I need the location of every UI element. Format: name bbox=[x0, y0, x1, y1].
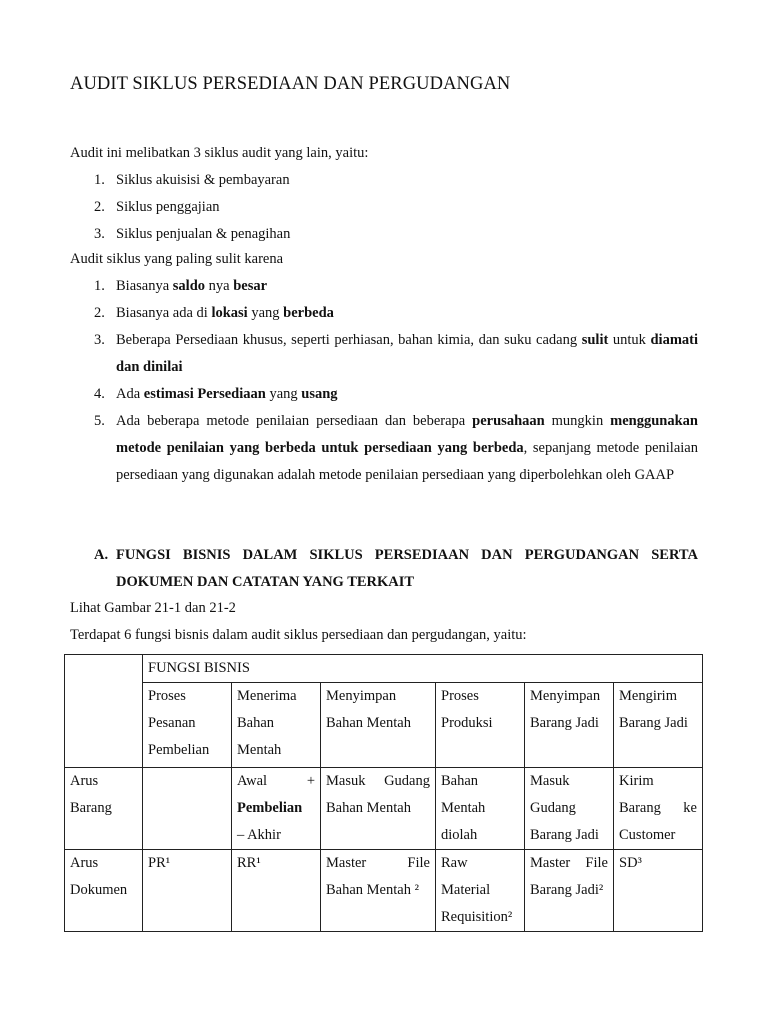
list-number: 4. bbox=[94, 386, 105, 402]
figure-reference: Lihat Gambar 21-1 dan 21-2 bbox=[70, 600, 236, 616]
difficulty-paragraph: Audit siklus yang paling sulit karena bbox=[70, 251, 284, 267]
table-cell: PR¹ bbox=[143, 850, 232, 932]
bold-text: menggunakan metode penilaian yang berbeda untuk persediaan yang berbeda bbox=[116, 413, 698, 456]
column-header: Proses Produksi bbox=[436, 683, 525, 768]
list-item-text: Siklus penjualan & penagihan bbox=[116, 226, 291, 242]
text-run: Beberapa Persediaan khusus, seperti perhiasan, bahan kimia, dan suku cadang bbox=[116, 332, 582, 348]
text-run: , sepanjang metode penilaian persediaan yang digunakan adalah metode penilaian persediaan yang diperbolehkan oleh GAAP bbox=[116, 440, 698, 483]
list-number: 3. bbox=[94, 226, 105, 242]
bold-text: sulit bbox=[581, 332, 609, 348]
table-cell: RR¹ bbox=[232, 850, 321, 932]
cell-line bbox=[237, 795, 315, 822]
column-header: Menyimpan Bahan Mentah bbox=[321, 683, 436, 768]
section-number: A. bbox=[94, 547, 109, 563]
cell-text: Awal bbox=[237, 773, 268, 789]
cell-line bbox=[237, 768, 315, 795]
business-functions-table bbox=[64, 654, 703, 932]
list-number: 1. bbox=[94, 278, 105, 294]
cycles-list bbox=[94, 167, 698, 248]
row-header: Arus Barang bbox=[65, 768, 143, 850]
row-header: Arus Dokumen bbox=[65, 850, 143, 932]
list-number: 5. bbox=[94, 413, 105, 429]
section-heading bbox=[94, 542, 698, 596]
text-run: Biasanya ada di bbox=[116, 305, 212, 321]
table-cell: Master File Barang Jadi² bbox=[525, 850, 614, 932]
list-item bbox=[94, 194, 698, 221]
text-run: Ada bbox=[116, 386, 144, 402]
table-row bbox=[65, 655, 703, 683]
list-item bbox=[94, 327, 698, 381]
reasons-list bbox=[94, 273, 698, 489]
bold-text: estimasi Persediaan bbox=[143, 386, 266, 402]
list-number: 1. bbox=[94, 172, 105, 188]
bold-text: besar bbox=[233, 278, 268, 294]
table-row bbox=[65, 850, 703, 932]
cell-line: – Akhir bbox=[237, 827, 281, 843]
text-run: Biasanya bbox=[116, 278, 173, 294]
table-cell: Bahan Mentah diolah bbox=[436, 768, 525, 850]
bold-text: lokasi bbox=[211, 305, 248, 321]
table-intro: Terdapat 6 fungsi bisnis dalam audit siklus persediaan dan pergudangan, yaitu: bbox=[70, 627, 527, 643]
table-cell: Kirim Barang ke Customer bbox=[614, 768, 703, 850]
text-run: untuk bbox=[608, 332, 651, 348]
bold-text: berbeda bbox=[283, 305, 334, 321]
table-row bbox=[65, 683, 703, 768]
list-item bbox=[94, 221, 698, 248]
bold-text: Pembelian bbox=[237, 800, 303, 816]
list-item bbox=[94, 300, 698, 327]
list-item-text: Siklus akuisisi & pembayaran bbox=[116, 172, 290, 188]
list-item bbox=[94, 408, 698, 489]
table-row bbox=[65, 768, 703, 850]
column-header: Mengirim Barang Jadi bbox=[614, 683, 703, 768]
column-header: Menerima Bahan Mentah bbox=[232, 683, 321, 768]
table-cell bbox=[232, 768, 321, 850]
section-title: FUNGSI BISNIS DALAM SIKLUS PERSEDIAAN DAN PERGUDANGAN SERTA DOKUMEN DAN CATATAN YANG TERKAIT bbox=[116, 547, 698, 590]
table-corner-cell bbox=[65, 655, 143, 768]
column-header: Menyimpan Barang Jadi bbox=[525, 683, 614, 768]
bold-text: diamati dan dinilai bbox=[116, 332, 699, 375]
text-run: nya bbox=[205, 278, 234, 294]
table-cell: SD³ bbox=[614, 850, 703, 932]
column-header: Proses Pesanan Pembelian bbox=[143, 683, 232, 768]
table-cell: Master File Bahan Mentah ² bbox=[321, 850, 436, 932]
list-number: 3. bbox=[94, 332, 105, 348]
intro-paragraph: Audit ini melibatkan 3 siklus audit yang lain, yaitu: bbox=[70, 145, 369, 161]
text-run: mungkin bbox=[544, 413, 611, 429]
bold-text: usang bbox=[301, 386, 338, 402]
table-cell: Raw Material Requisition² bbox=[436, 850, 525, 932]
list-item-text: Siklus penggajian bbox=[116, 199, 220, 215]
text-run: yang bbox=[247, 305, 284, 321]
text-run: Ada beberapa metode penilaian persediaan dan beberapa bbox=[116, 413, 473, 429]
cell-text: + bbox=[306, 773, 315, 789]
page-title: AUDIT SIKLUS PERSEDIAAN DAN PERGUDANGAN bbox=[70, 74, 511, 94]
list-item bbox=[94, 167, 698, 194]
table-cell: Masuk Gudang Bahan Mentah bbox=[321, 768, 436, 850]
list-number: 2. bbox=[94, 199, 105, 215]
text-run: yang bbox=[265, 386, 302, 402]
table-cell bbox=[143, 768, 232, 850]
group-header-cell: FUNGSI BISNIS bbox=[143, 655, 703, 683]
bold-text: perusahaan bbox=[472, 413, 545, 429]
bold-text: saldo bbox=[172, 278, 206, 294]
list-item bbox=[94, 381, 698, 408]
list-number: 2. bbox=[94, 305, 105, 321]
table-cell: Masuk Gudang Barang Jadi bbox=[525, 768, 614, 850]
list-item bbox=[94, 273, 698, 300]
